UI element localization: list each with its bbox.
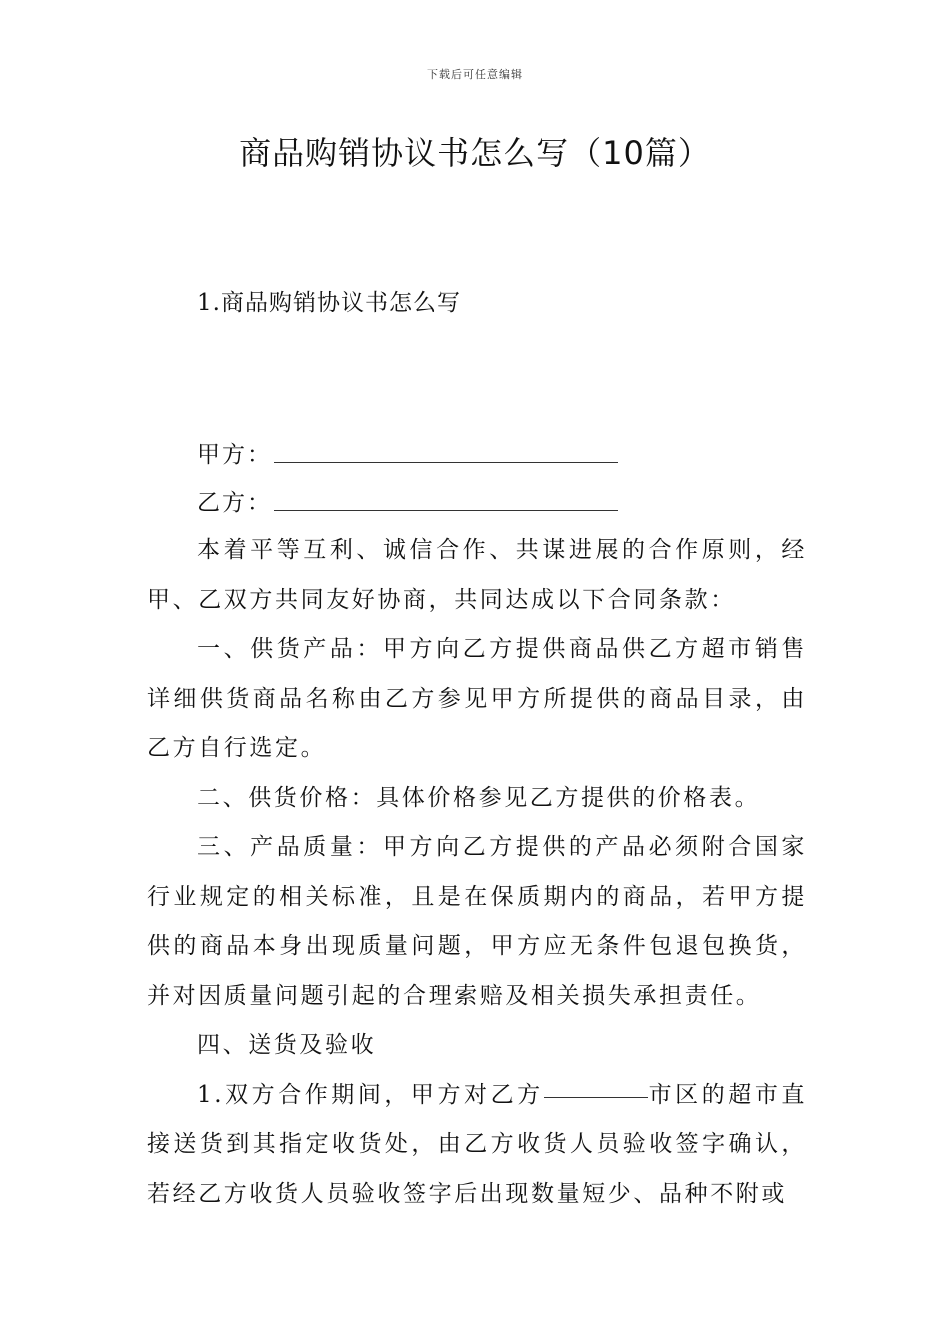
- document-body: [147, 526, 807, 1219]
- delivery-clause-text-start: 1.双方合作期间，甲方对乙方: [197, 1081, 544, 1108]
- paragraph-supply-price: 二、供货价格：具体价格参见乙方提供的价格表。: [197, 784, 761, 811]
- paragraph-delivery-heading: 四、送货及验收: [197, 1032, 377, 1058]
- section-heading: 1.商品购销协议书怎么写: [197, 290, 461, 316]
- party-b-line: [197, 484, 618, 517]
- document-title: 商品购销协议书怎么写（10篇）: [239, 134, 711, 172]
- party-b-blank: [274, 509, 618, 511]
- paragraph-principle: 本着平等互利、诚信合作、共谋进展的合作原则，经甲、乙双方共同友好协商，共同达成以下合同条款：: [147, 537, 807, 613]
- paragraph-supply-products: 一、供货产品：甲方向乙方提供商品供乙方超市销售详细供货商品名称由乙方参见甲方所提供的商品目录，由乙方自行选定。: [147, 636, 807, 761]
- delivery-clause-text-end: 市区的超市直接送货到其指定收货处，由乙方收货人员验收签字确认，若经乙方收货人员验收签字后出现数量短少、品种不附或: [147, 1081, 807, 1207]
- party-a-label: 甲方：: [197, 442, 272, 468]
- paragraph-product-quality: 三、产品质量：甲方向乙方提供的产品必须附合国家行业规定的相关标准，且是在保质期内的商品，若甲方提供的商品本身出现质量问题，甲方应无条件包退包换货，并对因质量问题引起的合理索赔及相关损失承担责任。: [147, 834, 807, 1009]
- party-a-line: [197, 436, 618, 469]
- paragraph-delivery-clause-1: [147, 1071, 807, 1220]
- city-blank: [544, 1096, 648, 1098]
- party-b-label: 乙方：: [197, 490, 272, 516]
- party-a-blank: [274, 461, 618, 463]
- header-note: 下载后可任意编辑: [427, 68, 523, 81]
